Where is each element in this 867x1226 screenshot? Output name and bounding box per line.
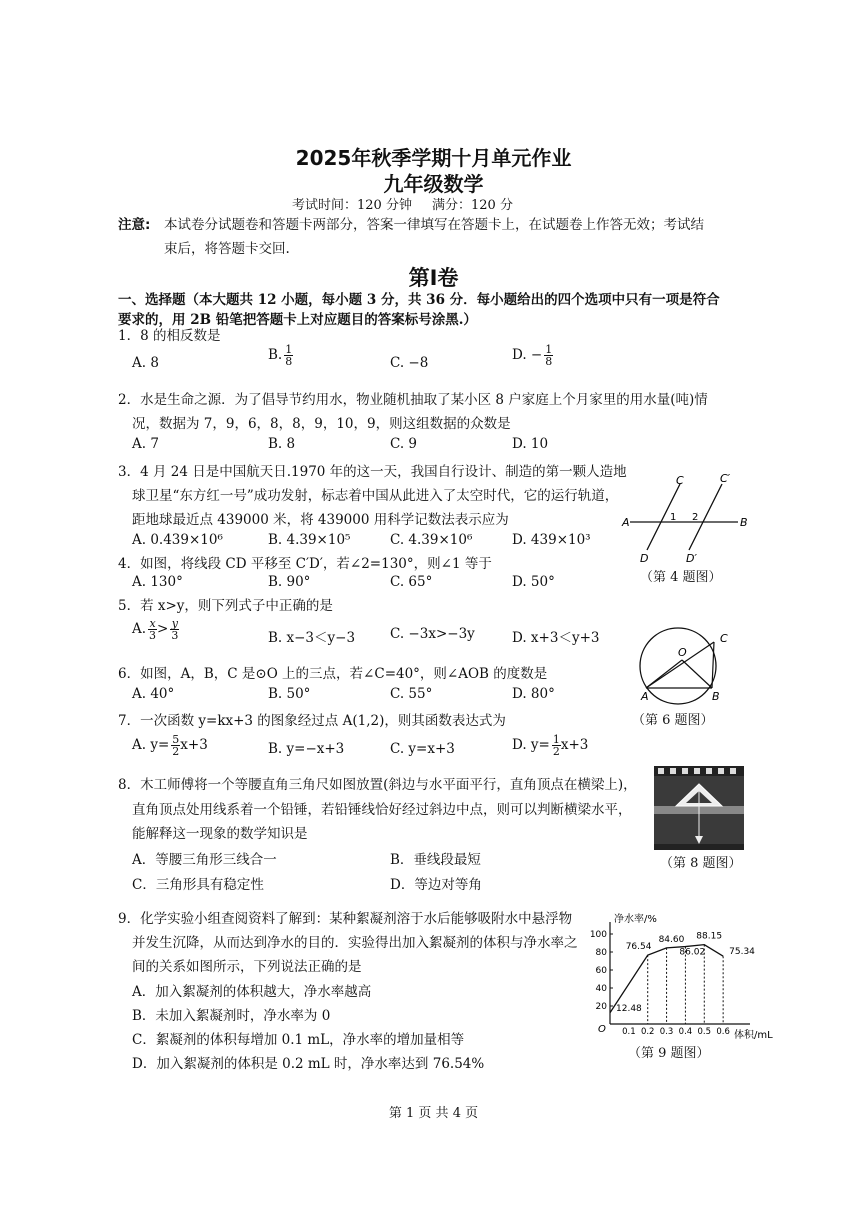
q1-d-prefix: D. − [512, 347, 543, 363]
q7-d-prefix: D. y= [512, 737, 550, 753]
q2-option-a: A. 7 [132, 436, 159, 452]
fig4-angle-2: 2 [692, 512, 699, 523]
q8-line2: 直角顶点处用线系着一个铅锤，若铅锤线恰好经过斜边中点，则可以判断横梁水平， [132, 802, 632, 818]
q3-line1: 3．4 月 24 日是中国航天日.1970 年的这一天，我国自行设计、制造的第一颗人造地 [118, 464, 627, 480]
q9-option-d: D．加入絮凝剂的体积是 0.2 mL 时，净水率达到 76.54% [132, 1056, 485, 1072]
q3-option-c: C. 4.39×10⁶ [390, 532, 473, 548]
section1-line2: 要求的，用 2B 铅笔把答题卡上对应题目的答案标号涂黑.） [118, 312, 477, 328]
page-footer: 第 1 页 共 4 页 [388, 1106, 479, 1121]
q5-option-d: D. x+3＜y+3 [512, 630, 600, 646]
q5-a-fraction-x [148, 618, 157, 641]
q5-a-num1: x [149, 617, 156, 630]
fig9-caption: （第 9 题图） [628, 1046, 710, 1061]
q7-a-den: 2 [172, 745, 180, 758]
data-label: 86.02 [679, 947, 706, 958]
q3-option-b: B. 4.39×10⁵ [268, 532, 351, 548]
q7-a-fraction [171, 734, 180, 757]
q4-option-c: C. 65° [390, 574, 433, 590]
q1-option-a: A. 8 [132, 355, 159, 371]
subject-title: 九年级数学 [383, 172, 484, 196]
q7-d-den: 2 [552, 745, 560, 758]
q2-option-d: D. 10 [512, 436, 549, 452]
volume-title: 第Ⅰ卷 [408, 266, 459, 290]
q6-option-a: A. 40° [132, 686, 175, 702]
q7-a-num: 5 [172, 733, 180, 746]
q9-line3: 间的关系如图所示，下列说法正确的是 [132, 959, 362, 975]
q4-option-a: A. 130° [132, 574, 183, 590]
fig4-label-d-prime: D′ [686, 552, 697, 565]
q7-a-suffix: x+3 [180, 737, 208, 753]
q3-line3: 距地球最近点 439000 米，将 439000 用科学记数法表示应为 [132, 512, 509, 528]
data-label: 76.54 [625, 942, 652, 953]
notice-label: 注意: [118, 217, 151, 233]
q9-option-b: B．未加入絮凝剂时，净水率为 0 [132, 1008, 331, 1024]
q1-option-d [512, 344, 553, 367]
series-line [610, 945, 723, 1013]
figure-4 [620, 470, 760, 570]
q2-line1: 2．水是生命之源．为了倡导节约用水，物业随机抽取了某小区 8 户家庭上个月家里的用水量(吨)情 [118, 392, 708, 408]
fig6-label-c: C [720, 632, 728, 645]
y-axis-label: 净水率/% [614, 914, 657, 925]
q2-option-b: B. 8 [268, 436, 296, 452]
q1-d-num: 1 [545, 343, 553, 356]
fig4-label-a: A [622, 516, 630, 529]
q4-option-b: B. 90° [268, 574, 311, 590]
q7-option-c: C. y=x+3 [390, 741, 455, 757]
y-tick-label: 60 [595, 966, 607, 976]
q8-option-a: A．等腰三角形三线合一 [132, 852, 277, 868]
figure-9-chart [588, 912, 773, 1041]
q7-option-a [132, 734, 208, 757]
data-label: 88.15 [696, 931, 723, 942]
data-label: 84.60 [658, 934, 685, 945]
x-tick-label: 0.5 [697, 1027, 712, 1037]
q5-a-den2: 3 [171, 629, 179, 642]
fig6-label-a: A [641, 690, 649, 703]
q5-a-prefix: A. [132, 621, 147, 637]
q1-b-num: 1 [285, 343, 293, 356]
q1-d-fraction [544, 344, 553, 367]
exam-time: 考试时间：120 分钟 [292, 198, 412, 213]
q9-option-c: C．絮凝剂的体积每增加 0.1 mL，净水率的增加量相等 [132, 1032, 465, 1048]
q1-stem: 1．8 的相反数是 [118, 328, 221, 344]
q1-option-b [268, 344, 293, 367]
fig4-label-b: B [740, 516, 748, 529]
q2-line2: 况，数据为 7，9，6，8，8，9，10，9，则这组数据的众数是 [132, 416, 511, 432]
section1-line1: 一、选择题（本大题共 12 小题，每小题 3 分，共 36 分．每小题给出的四个选项中只有一项是符合 [118, 292, 720, 308]
q5-a-den1: 3 [149, 629, 157, 642]
fig4-caption: （第 4 题图） [640, 570, 722, 585]
figure-8-photo [654, 766, 744, 850]
fig8-caption: （第 8 题图） [660, 856, 742, 871]
data-label: 12.48 [616, 1003, 642, 1014]
q9-line2: 并发生沉降，从而达到净水的目的．实验得出加入絮凝剂的体积与净水率之 [132, 935, 578, 951]
fig4-label-c: C [676, 474, 684, 487]
q7-option-b: B. y=−x+3 [268, 741, 345, 757]
fig4-angle-1: 1 [670, 512, 677, 523]
data-label: 75.34 [729, 947, 755, 958]
fig6-label-b: B [712, 690, 720, 703]
q3-line2: 球卫星“东方红一号”成功发射，标志着中国从此进入了太空时代，它的运行轨道， [132, 488, 619, 504]
q8-option-d: D．等边对等角 [390, 877, 482, 893]
fig6-caption: （第 6 题图） [632, 713, 714, 728]
q1-b-prefix: B. [268, 347, 283, 363]
q8-option-c: C．三角形具有稳定性 [132, 877, 264, 893]
x-axis-label: 体积/mL [734, 1030, 773, 1041]
q6-option-b: B. 50° [268, 686, 311, 702]
q6-option-d: D. 80° [512, 686, 555, 702]
x-tick-label: 0.1 [622, 1027, 636, 1037]
y-tick-label: 20 [595, 1002, 607, 1012]
q5-a-gt: > [157, 621, 169, 637]
q5-a-num2: y [171, 617, 178, 630]
y-tick-label: 40 [595, 984, 607, 994]
fig6-label-o: O [678, 646, 687, 659]
q6-option-c: C. 55° [390, 686, 433, 702]
x-tick-label: 0.2 [640, 1027, 655, 1037]
q1-option-c: C. −8 [390, 355, 429, 371]
origin-label: O [598, 1024, 606, 1035]
x-tick-label: 0.6 [716, 1027, 730, 1037]
x-tick-label: 0.4 [678, 1027, 693, 1037]
q7-option-d [512, 734, 588, 757]
q4-stem: 4．如图，将线段 CD 平移至 C′D′，若∠2=130°，则∠1 等于 [118, 556, 492, 572]
q8-line3: 能解释这一现象的数学知识是 [132, 826, 308, 842]
q7-d-num: 1 [552, 733, 560, 746]
q7-stem: 7．一次函数 y=kx+3 的图象经过点 A(1,2)，则其函数表达式为 [118, 713, 506, 729]
q1-b-den: 8 [285, 355, 293, 368]
fig4-label-c-prime: C′ [720, 472, 731, 485]
q9-option-a: A．加入絮凝剂的体积越大，净水率越高 [132, 984, 372, 1000]
q2-option-c: C. 9 [390, 436, 418, 452]
notice-line1: 本试卷分试题卷和答题卡两部分，答案一律填写在答题卡上，在试题卷上作答无效；考试结 [164, 217, 704, 233]
q1-d-den: 8 [545, 355, 553, 368]
q3-option-d: D. 439×10³ [512, 532, 591, 548]
x-tick-label: 0.3 [659, 1027, 674, 1037]
full-score: 满分：120 分 [432, 198, 513, 213]
fig4-label-d: D [640, 552, 649, 565]
q4-option-d: D. 50° [512, 574, 555, 590]
q7-a-prefix: A. y= [132, 737, 170, 753]
q7-d-fraction [552, 734, 561, 757]
y-tick-label: 100 [589, 930, 607, 940]
q5-option-b: B. x−3＜y−3 [268, 630, 356, 646]
q5-a-fraction-y [170, 618, 179, 641]
exam-title: 2025年秋季学期十月单元作业 [295, 146, 572, 170]
q5-option-a [132, 618, 179, 641]
q9-line1: 9．化学实验小组查阅资料了解到：某种絮凝剂溶于水后能够吸附水中悬浮物 [118, 911, 573, 927]
q7-d-suffix: x+3 [560, 737, 589, 753]
q8-line1: 8．木工师傅将一个等腰直角三角尺如图放置(斜边与水平面平行，直角顶点在横梁上)， [118, 777, 637, 793]
notice-line2: 束后，将答题卡交回. [164, 241, 290, 257]
q5-stem: 5．若 x>y，则下列式子中正确的是 [118, 598, 333, 614]
q6-stem: 6．如图，A，B，C 是⊙O 上的三点，若∠C=40°，则∠AOB 的度数是 [118, 666, 548, 682]
figure-6 [628, 622, 738, 704]
q3-option-a: A. 0.439×10⁶ [132, 532, 223, 548]
q5-option-c: C. −3x>−3y [390, 626, 475, 642]
q8-option-b: B．垂线段最短 [390, 852, 481, 868]
y-tick-label: 80 [595, 948, 607, 958]
q1-b-fraction [284, 344, 293, 367]
